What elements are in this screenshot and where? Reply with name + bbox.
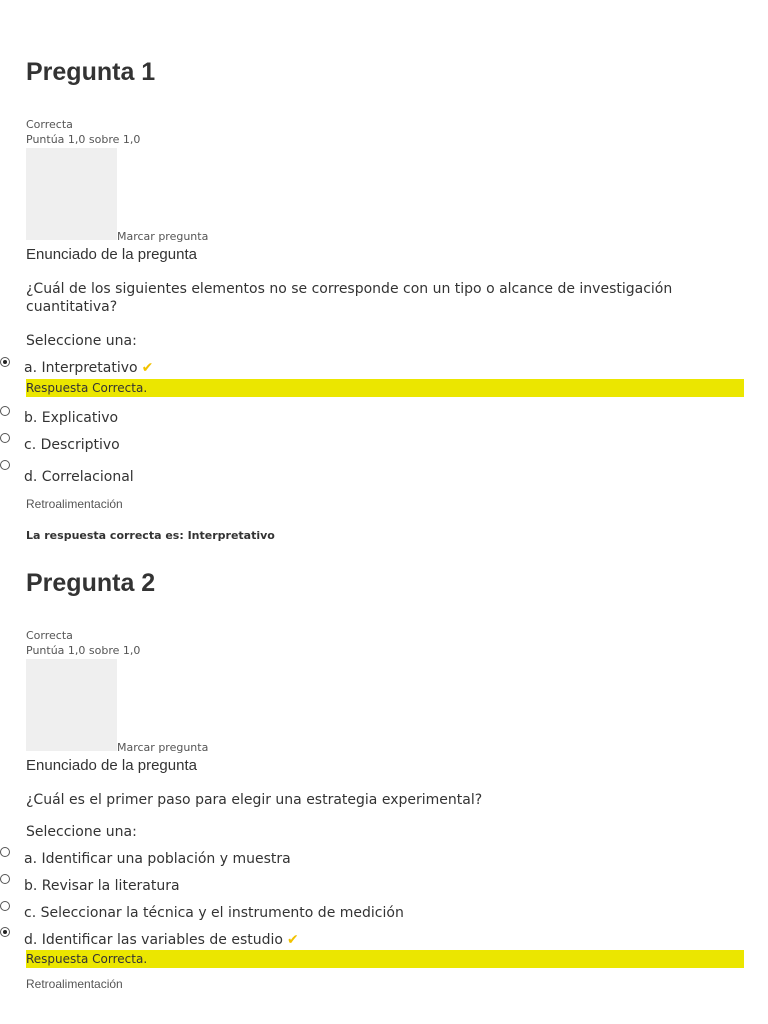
question-text: ¿Cuál es el primer paso para elegir una estrategia experimental? bbox=[26, 792, 483, 808]
select-one-prompt: Seleccione una: bbox=[26, 333, 137, 349]
radio-option-a[interactable] bbox=[0, 847, 10, 857]
option-a[interactable] bbox=[24, 359, 153, 377]
flag-image[interactable] bbox=[26, 148, 117, 240]
option-a[interactable]: a. Identificar una población y muestra bbox=[24, 851, 291, 867]
question-state: Correcta bbox=[26, 629, 73, 642]
option-c[interactable]: c. Descriptivo bbox=[24, 437, 120, 453]
checkmark-icon: ✔ bbox=[141, 360, 154, 376]
feedback-heading: Retroalimentación bbox=[26, 977, 123, 991]
question-state: Correcta bbox=[26, 118, 73, 131]
option-d[interactable]: d. Correlacional bbox=[24, 469, 134, 485]
option-label: d. Identificar las variables de estudio bbox=[24, 932, 283, 948]
correct-answer: La respuesta correcta es: Interpretativo bbox=[26, 529, 275, 542]
question-title: Pregunta 2 bbox=[26, 569, 156, 597]
option-feedback: Respuesta Correcta. bbox=[26, 379, 744, 397]
radio-option-c[interactable] bbox=[0, 433, 10, 443]
option-d[interactable] bbox=[24, 931, 299, 949]
radio-option-d[interactable] bbox=[0, 927, 10, 937]
radio-option-a[interactable] bbox=[0, 357, 10, 367]
option-c[interactable]: c. Seleccionar la técnica y el instrumento de medición bbox=[24, 905, 404, 921]
option-b[interactable]: b. Explicativo bbox=[24, 410, 119, 426]
option-label: a. Interpretativo bbox=[24, 360, 138, 376]
question-statement-label: Enunciado de la pregunta bbox=[26, 246, 197, 263]
flag-question-link[interactable]: Marcar pregunta bbox=[117, 741, 209, 754]
radio-option-c[interactable] bbox=[0, 901, 10, 911]
checkmark-icon: ✔ bbox=[286, 932, 299, 948]
radio-option-b[interactable] bbox=[0, 874, 10, 884]
feedback-heading: Retroalimentación bbox=[26, 497, 123, 511]
radio-option-d[interactable] bbox=[0, 460, 10, 470]
select-one-prompt: Seleccione una: bbox=[26, 824, 137, 840]
question-title: Pregunta 1 bbox=[26, 58, 156, 86]
question-statement-label: Enunciado de la pregunta bbox=[26, 757, 197, 774]
question-text: ¿Cuál de los siguientes elementos no se corresponde con un tipo o alcance de investigación cuantitativa? bbox=[26, 281, 673, 315]
question-grade: Puntúa 1,0 sobre 1,0 bbox=[26, 644, 141, 657]
flag-image[interactable] bbox=[26, 659, 117, 751]
option-b[interactable]: b. Revisar la literatura bbox=[24, 878, 180, 894]
radio-option-b[interactable] bbox=[0, 406, 10, 416]
option-feedback: Respuesta Correcta. bbox=[26, 950, 744, 968]
question-grade: Puntúa 1,0 sobre 1,0 bbox=[26, 133, 141, 146]
flag-question-link[interactable]: Marcar pregunta bbox=[117, 230, 209, 243]
